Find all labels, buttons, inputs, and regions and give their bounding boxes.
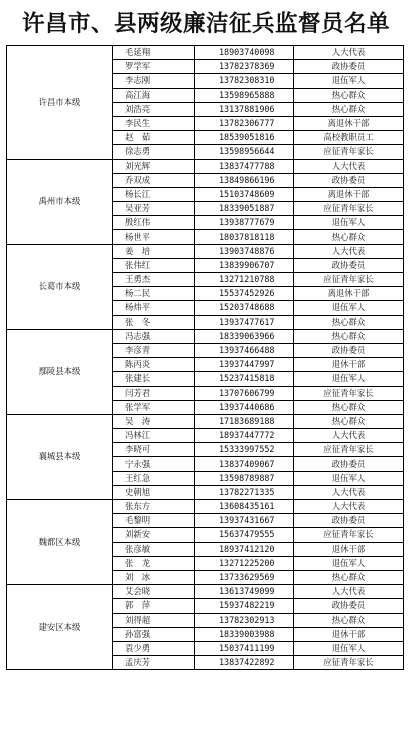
supervisor-name-cell: 刘光辉 bbox=[113, 159, 195, 173]
table-row bbox=[7, 244, 404, 258]
role-cell: 应征青年家长 bbox=[294, 386, 404, 400]
supervisor-name-cell: 宁永强 bbox=[113, 457, 195, 471]
phone-number-cell: 13849866196 bbox=[195, 173, 294, 187]
role-cell: 政协委员 bbox=[294, 599, 404, 613]
role-cell: 政协委员 bbox=[294, 343, 404, 357]
role-cell: 退伍军人 bbox=[294, 74, 404, 88]
role-cell: 离退休干部 bbox=[294, 287, 404, 301]
supervisor-name-cell: 杨长江 bbox=[113, 187, 195, 201]
supervisor-name-cell: 毛延翔 bbox=[113, 46, 195, 60]
table-row bbox=[7, 500, 404, 514]
supervisor-name-cell: 姜 培 bbox=[113, 244, 195, 258]
role-cell: 应征青年家长 bbox=[294, 202, 404, 216]
role-cell: 热心群众 bbox=[294, 414, 404, 428]
phone-number-cell: 15637479555 bbox=[195, 528, 294, 542]
role-cell: 人大代表 bbox=[294, 46, 404, 60]
phone-number-cell: 15103748609 bbox=[195, 187, 294, 201]
supervisor-name-cell: 李民生 bbox=[113, 116, 195, 130]
supervisor-name-cell: 杨二民 bbox=[113, 287, 195, 301]
phone-number-cell: 13782271335 bbox=[195, 485, 294, 499]
role-cell: 离退休干部 bbox=[294, 187, 404, 201]
phone-number-cell: 13937466488 bbox=[195, 343, 294, 357]
supervisor-name-cell: 闫芳君 bbox=[113, 386, 195, 400]
phone-number-cell: 15203748688 bbox=[195, 301, 294, 315]
phone-number-cell: 13782306777 bbox=[195, 116, 294, 130]
supervisor-name-cell: 冯志强 bbox=[113, 329, 195, 343]
supervisor-name-cell: 王红急 bbox=[113, 471, 195, 485]
supervisor-name-cell: 袁少勇 bbox=[113, 641, 195, 655]
table-row bbox=[7, 585, 404, 599]
role-cell: 热心群众 bbox=[294, 230, 404, 244]
phone-number-cell: 15237415818 bbox=[195, 372, 294, 386]
role-cell: 退伍军人 bbox=[294, 301, 404, 315]
phone-number-cell: 13837422892 bbox=[195, 656, 294, 670]
role-cell: 人大代表 bbox=[294, 429, 404, 443]
supervisor-name-cell: 刘得超 bbox=[113, 613, 195, 627]
supervisor-name-cell: 李志刚 bbox=[113, 74, 195, 88]
role-cell: 热心群众 bbox=[294, 400, 404, 414]
region-cell: 建安区本级 bbox=[7, 585, 113, 670]
role-cell: 高校教职员工 bbox=[294, 131, 404, 145]
role-cell: 离退休干部 bbox=[294, 116, 404, 130]
phone-number-cell: 13598965888 bbox=[195, 88, 294, 102]
table-row bbox=[7, 414, 404, 428]
phone-number-cell: 13707606799 bbox=[195, 386, 294, 400]
role-cell: 应征青年家长 bbox=[294, 656, 404, 670]
supervisor-name-cell: 杨世平 bbox=[113, 230, 195, 244]
role-cell: 政协委员 bbox=[294, 173, 404, 187]
supervisor-name-cell: 艾会晓 bbox=[113, 585, 195, 599]
phone-number-cell: 17183689188 bbox=[195, 414, 294, 428]
phone-number-cell: 15537452926 bbox=[195, 287, 294, 301]
phone-number-cell: 13938777679 bbox=[195, 216, 294, 230]
phone-number-cell: 18937447772 bbox=[195, 429, 294, 443]
role-cell: 热心群众 bbox=[294, 102, 404, 116]
supervisor-name-cell: 赵 茹 bbox=[113, 131, 195, 145]
supervisor-name-cell: 杨炜平 bbox=[113, 301, 195, 315]
region-cell: 许昌市本级 bbox=[7, 46, 113, 160]
supervisor-name-cell: 张 冬 bbox=[113, 315, 195, 329]
supervisor-name-cell: 徐志勇 bbox=[113, 145, 195, 159]
region-cell: 襄城县本级 bbox=[7, 414, 113, 499]
role-cell: 人大代表 bbox=[294, 159, 404, 173]
role-cell: 退休干部 bbox=[294, 542, 404, 556]
role-cell: 退伍军人 bbox=[294, 641, 404, 655]
roster-body bbox=[7, 46, 404, 670]
phone-number-cell: 13937477617 bbox=[195, 315, 294, 329]
role-cell: 人大代表 bbox=[294, 485, 404, 499]
role-cell: 应征青年家长 bbox=[294, 528, 404, 542]
phone-number-cell: 13598956644 bbox=[195, 145, 294, 159]
supervisor-name-cell: 李晓可 bbox=[113, 443, 195, 457]
region-cell: 魏都区本级 bbox=[7, 500, 113, 585]
supervisor-name-cell: 郭 萍 bbox=[113, 599, 195, 613]
phone-number-cell: 13837477788 bbox=[195, 159, 294, 173]
phone-number-cell: 18903740098 bbox=[195, 46, 294, 60]
role-cell: 应征青年家长 bbox=[294, 443, 404, 457]
supervisor-name-cell: 李彦青 bbox=[113, 343, 195, 357]
phone-number-cell: 13937440686 bbox=[195, 400, 294, 414]
phone-number-cell: 18339003988 bbox=[195, 627, 294, 641]
supervisor-name-cell: 史朝旭 bbox=[113, 485, 195, 499]
supervisor-name-cell: 乔双成 bbox=[113, 173, 195, 187]
role-cell: 人大代表 bbox=[294, 244, 404, 258]
supervisor-name-cell: 冯林江 bbox=[113, 429, 195, 443]
role-cell: 退休干部 bbox=[294, 627, 404, 641]
phone-number-cell: 13598789887 bbox=[195, 471, 294, 485]
role-cell: 热心群众 bbox=[294, 329, 404, 343]
phone-number-cell: 13903748876 bbox=[195, 244, 294, 258]
phone-number-cell: 13837409067 bbox=[195, 457, 294, 471]
table-row bbox=[7, 329, 404, 343]
role-cell: 退伍军人 bbox=[294, 471, 404, 485]
supervisor-name-cell: 毛黎明 bbox=[113, 514, 195, 528]
role-cell: 退伍军人 bbox=[294, 372, 404, 386]
role-cell: 热心群众 bbox=[294, 570, 404, 584]
phone-number-cell: 13782308310 bbox=[195, 74, 294, 88]
phone-number-cell: 18037818118 bbox=[195, 230, 294, 244]
supervisor-name-cell: 刘新安 bbox=[113, 528, 195, 542]
role-cell: 热心群众 bbox=[294, 88, 404, 102]
phone-number-cell: 15037411199 bbox=[195, 641, 294, 655]
region-cell: 禹州市本级 bbox=[7, 159, 113, 244]
supervisor-name-cell: 张 龙 bbox=[113, 556, 195, 570]
phone-number-cell: 18539051816 bbox=[195, 131, 294, 145]
role-cell: 退休干部 bbox=[294, 358, 404, 372]
phone-number-cell: 15937482219 bbox=[195, 599, 294, 613]
supervisor-name-cell: 孙富强 bbox=[113, 627, 195, 641]
supervisor-name-cell: 孟庆芳 bbox=[113, 656, 195, 670]
phone-number-cell: 18339051887 bbox=[195, 202, 294, 216]
supervisor-name-cell: 吴亚芳 bbox=[113, 202, 195, 216]
role-cell: 应征青年家长 bbox=[294, 273, 404, 287]
supervisor-name-cell: 刘浩亮 bbox=[113, 102, 195, 116]
supervisor-name-cell: 殷红伟 bbox=[113, 216, 195, 230]
role-cell: 政协委员 bbox=[294, 514, 404, 528]
phone-number-cell: 13937447997 bbox=[195, 358, 294, 372]
document-title: 许昌市、县两级廉洁征兵监督员名单 bbox=[21, 11, 390, 37]
supervisor-name-cell: 张伟红 bbox=[113, 258, 195, 272]
supervisor-name-cell: 陈丙炎 bbox=[113, 358, 195, 372]
supervisor-name-cell: 张建长 bbox=[113, 372, 195, 386]
phone-number-cell: 13733629569 bbox=[195, 570, 294, 584]
role-cell: 应征青年家长 bbox=[294, 145, 404, 159]
supervisor-name-cell: 张学军 bbox=[113, 400, 195, 414]
supervisor-name-cell: 张彦敏 bbox=[113, 542, 195, 556]
supervisor-name-cell: 张东方 bbox=[113, 500, 195, 514]
phone-number-cell: 13271225200 bbox=[195, 556, 294, 570]
phone-number-cell: 13782378369 bbox=[195, 60, 294, 74]
phone-number-cell: 13782302913 bbox=[195, 613, 294, 627]
role-cell: 热心群众 bbox=[294, 315, 404, 329]
phone-number-cell: 13613749099 bbox=[195, 585, 294, 599]
role-cell: 政协委员 bbox=[294, 60, 404, 74]
region-cell: 长葛市本级 bbox=[7, 244, 113, 329]
phone-number-cell: 18339063966 bbox=[195, 329, 294, 343]
supervisor-name-cell: 刘 冰 bbox=[113, 570, 195, 584]
role-cell: 退伍军人 bbox=[294, 216, 404, 230]
phone-number-cell: 15333997552 bbox=[195, 443, 294, 457]
supervisor-name-cell: 吴 涛 bbox=[113, 414, 195, 428]
role-cell: 政协委员 bbox=[294, 457, 404, 471]
role-cell: 热心群众 bbox=[294, 613, 404, 627]
table-row bbox=[7, 159, 404, 173]
supervisor-name-cell: 罗学军 bbox=[113, 60, 195, 74]
role-cell: 人大代表 bbox=[294, 585, 404, 599]
role-cell: 人大代表 bbox=[294, 500, 404, 514]
phone-number-cell: 18937412120 bbox=[195, 542, 294, 556]
region-cell: 鄢陵县本级 bbox=[7, 329, 113, 414]
phone-number-cell: 13937431667 bbox=[195, 514, 294, 528]
phone-number-cell: 13608435161 bbox=[195, 500, 294, 514]
role-cell: 政协委员 bbox=[294, 258, 404, 272]
table-row bbox=[7, 46, 404, 60]
phone-number-cell: 13137881906 bbox=[195, 102, 294, 116]
supervisor-name-cell: 王勇杰 bbox=[113, 273, 195, 287]
supervisor-roster-table bbox=[6, 45, 404, 670]
phone-number-cell: 13271210788 bbox=[195, 273, 294, 287]
supervisor-name-cell: 高江海 bbox=[113, 88, 195, 102]
role-cell: 退伍军人 bbox=[294, 556, 404, 570]
phone-number-cell: 13839906707 bbox=[195, 258, 294, 272]
